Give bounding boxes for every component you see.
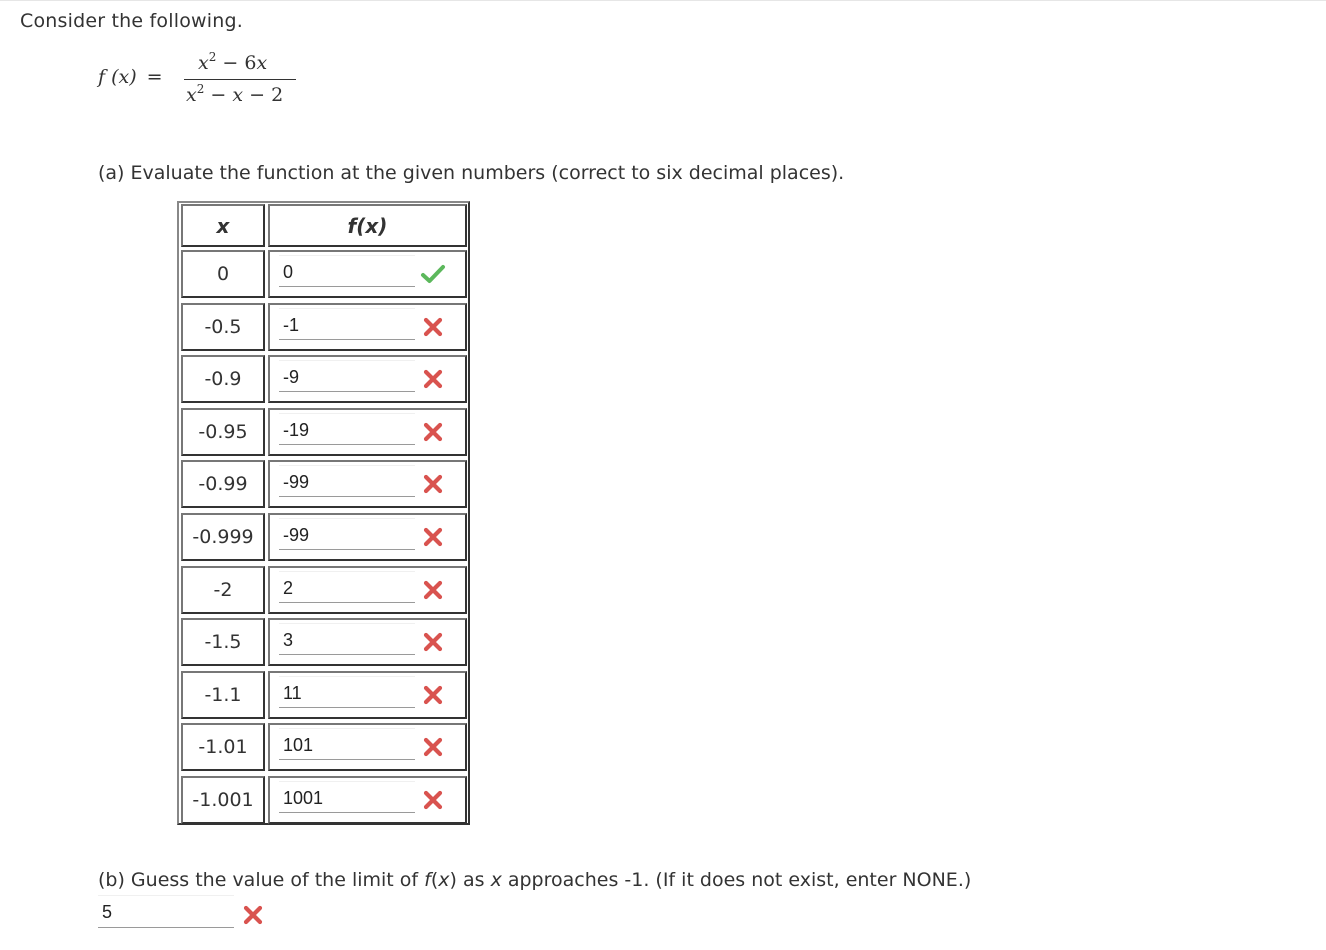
x-value: -1.1 — [204, 684, 242, 706]
table-cell-x — [181, 618, 265, 666]
x-value: -0.999 — [192, 526, 254, 548]
table-cell-fx — [268, 566, 467, 614]
table-cell-x — [181, 250, 265, 298]
incorrect-x-icon — [420, 683, 446, 707]
fx-answer-input[interactable] — [279, 571, 415, 603]
header-fx-label: f(x) — [347, 213, 388, 238]
formula-lhs — [98, 66, 163, 88]
part-b-suffix: approaches -1. (If it does not exist, enter NONE.) — [501, 869, 972, 891]
x-value: -1.5 — [204, 631, 242, 653]
den-exponent: 2 — [196, 82, 205, 96]
table-cell-fx — [268, 723, 467, 771]
fx-answer-input[interactable] — [279, 728, 415, 760]
table-cell-fx — [268, 303, 467, 351]
fx-answer-input[interactable] — [279, 676, 415, 708]
x-value: -0.99 — [198, 473, 248, 495]
den-var2: x — [232, 84, 244, 106]
table-cell-x — [181, 408, 265, 456]
x-value: -0.95 — [198, 421, 248, 443]
num-exponent: 2 — [208, 50, 217, 64]
fx-answer-input[interactable] — [279, 518, 415, 550]
table-cell-fx — [268, 408, 467, 456]
formula-denominator — [186, 82, 283, 106]
incorrect-x-icon — [420, 315, 446, 339]
incorrect-x-icon — [420, 525, 446, 549]
formula-numerator — [198, 50, 267, 74]
part-b-fx: f — [424, 869, 431, 891]
incorrect-x-icon — [420, 630, 446, 654]
table-cell-fx — [268, 460, 467, 508]
num-var: x — [198, 52, 209, 74]
num-var2: x — [256, 52, 268, 74]
x-value: -0.5 — [204, 316, 242, 338]
part-b-paren-close: ) — [449, 869, 457, 891]
x-value: -0.9 — [204, 368, 242, 390]
part-b-var: x — [490, 869, 502, 891]
question-intro: Consider the following. — [20, 10, 243, 32]
formula-lhs-text: f (x) — [98, 66, 137, 88]
incorrect-x-icon — [420, 367, 446, 391]
table-cell-x — [181, 460, 265, 508]
fx-answer-input[interactable] — [279, 623, 415, 655]
part-b-prompt — [98, 869, 971, 891]
fx-answer-input[interactable] — [279, 413, 415, 445]
incorrect-x-icon — [420, 420, 446, 444]
fx-answer-input[interactable] — [279, 781, 415, 813]
table-cell-fx — [268, 513, 467, 561]
incorrect-x-icon — [420, 472, 446, 496]
fx-answer-input[interactable] — [279, 308, 415, 340]
part-b-mid: as — [456, 869, 491, 891]
table-cell-fx — [268, 776, 467, 824]
table-cell-x — [181, 776, 265, 824]
x-value: 0 — [216, 263, 230, 285]
header-x-label: x — [216, 213, 230, 238]
fx-answer-input[interactable] — [279, 255, 415, 287]
den-minus: − — [204, 84, 233, 106]
table-cell-fx — [268, 671, 467, 719]
x-value: -2 — [213, 579, 233, 601]
incorrect-x-icon — [241, 903, 265, 927]
incorrect-x-icon — [420, 788, 446, 812]
table-header-x — [181, 204, 265, 247]
table-cell-x — [181, 303, 265, 351]
part-a-prompt: (a) Evaluate the function at the given numbers (correct to six decimal places). — [98, 162, 845, 184]
num-coef: − 6 — [216, 52, 257, 74]
table-cell-fx — [268, 355, 467, 403]
x-value: -1.01 — [198, 736, 248, 758]
table-header-fx — [268, 204, 467, 247]
part-b-fx-arg: x — [438, 869, 450, 891]
top-divider — [0, 0, 1326, 1]
part-b-prefix: (b) Guess the value of the limit of — [98, 869, 425, 891]
den-const: − 2 — [243, 84, 284, 106]
incorrect-x-icon — [420, 578, 446, 602]
formula-fraction — [184, 48, 296, 110]
fx-answer-input[interactable] — [279, 360, 415, 392]
table-cell-x — [181, 355, 265, 403]
formula-equals: = — [146, 66, 163, 88]
table-cell-x — [181, 723, 265, 771]
correct-check-icon — [420, 262, 446, 286]
table-cell-fx — [268, 250, 467, 298]
den-var: x — [186, 84, 197, 106]
table-cell-x — [181, 513, 265, 561]
table-cell-x — [181, 566, 265, 614]
table-cell-fx — [268, 618, 467, 666]
part-b-paren-open: ( — [430, 869, 439, 891]
fraction-bar — [184, 79, 296, 80]
incorrect-x-icon — [420, 735, 446, 759]
x-value: -1.001 — [192, 789, 254, 811]
limit-answer-input[interactable] — [98, 895, 234, 928]
fx-answer-input[interactable] — [279, 465, 415, 497]
table-cell-x — [181, 671, 265, 719]
